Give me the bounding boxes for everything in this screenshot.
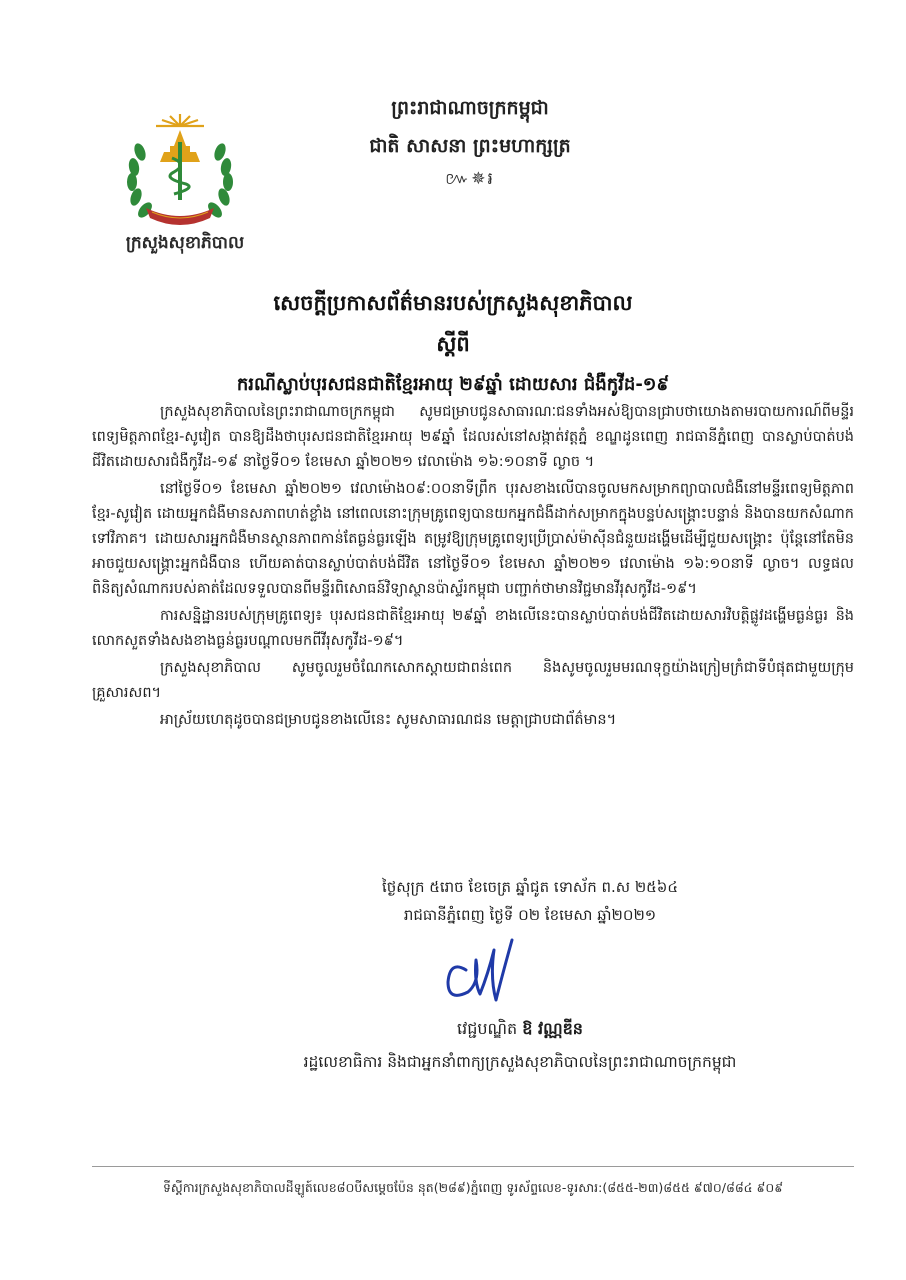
- signer-name-line: [300, 1018, 740, 1042]
- kingdom-line-2: ជាតិ សាសនា ព្រះមហាក្សត្រ: [369, 135, 571, 157]
- signer-role: រដ្ឋលេខាធិការ និងជាអ្នកនាំពាក្យក្រសួងសុខាភិបាលនៃព្រះរាជាណាចក្រកម្ពុជា: [303, 1053, 737, 1071]
- title-line-3: ករណីស្លាប់បុរសជនជាតិខ្មែរអាយុ ២៩ឆ្នាំ ដោយសារ ជំងឺកូវីដ-១៩: [236, 374, 670, 395]
- solar-date: រាជធានីភ្នំពេញ ថ្ងៃទី ០២ ខែមេសា ឆ្នាំ២០២១: [403, 906, 657, 924]
- announcement-body: [92, 400, 854, 735]
- announcement-title: [120, 290, 786, 399]
- lunar-date: ថ្ងៃសុក្រ ៥រោច ខែចេត្រ ឆ្នាំជូត ទោស័ក ព.ស ២៥៦៤: [381, 878, 679, 896]
- ornament-divider: ៚✵៛: [445, 169, 495, 189]
- body-paragraph: អាស្រ័យហេតុដូចបានជម្រាបជូនខាងលើនេះ សូមសាធារណជន មេត្តាជ្រាបជាព័ត៌មាន។: [160, 712, 617, 728]
- signer-title: វេជ្ជបណ្ឌិត: [457, 1019, 518, 1038]
- title-line-2: ស្ដីពី: [436, 332, 470, 356]
- body-paragraph: ក្រសួងសុខាភិបាល សូមចូលរួមចំណែកសោកស្ដាយជាពន់ពេក និងសូមចូលរួមមរណទុក្ខយ៉ាងក្រៀមក្រំជាទីបំផុតជាមួយក្រុមគ្រួសារសព។: [92, 660, 854, 701]
- ministry-emblem-icon: [112, 112, 248, 232]
- title-line-1: សេចក្ដីប្រកាសព័ត៌មានរបស់ក្រសួងសុខាភិបាល: [273, 291, 633, 315]
- body-paragraph: ការសន្និដ្ឋានរបស់ក្រុមគ្រូពេទ្យ៖ បុរសជនជាតិខ្មែរអាយុ ២៩ឆ្នាំ ខាងលើនេះបានស្លាប់បាត់បង់ជីវិតដោយសារវិបត្តិផ្លូវដង្ហើមធ្ងន់ធ្ងរ និងលោកសួតទាំងសងខាងធ្ងន់ធ្ងរបណ្ដាលមកពីវីរុសកូវីដ-១៩។: [92, 608, 854, 649]
- body-paragraph: នៅថ្ងៃទី០១ ខែមេសា ឆ្នាំ២០២១ វេលាម៉ោង០៩:០០នាទីព្រឹក បុរសខាងលើបានចូលមកសម្រាកព្យាបាលជំងឺនៅមន្ទីរពេទ្យមិត្តភាពខ្មែរ-សូវៀត ដោយអ្នកជំងឺមានសភាពហត់ខ្លាំង នៅពេលនោះក្រុមគ្រូពេទ្យបានយកអ្នកជំងឺដាក់សម្រាកក្នុងបន្ទប់សង្គ្រោះបន្ទាន់ និងបានយកសំណាកទៅវិភាគ។ ដោយសារអ្នកជំងឺមានស្ថានភាពកាន់តែធ្ងន់ធ្ងរឡើង តម្រូវឱ្យក្រុមគ្រូពេទ្យប្រើប្រាស់ម៉ាស៊ីនជំនួយដង្ហើមដើម្បីជួយសង្គ្រោះ ប៉ុន្តែនៅតែមិនអាចជួយសង្គ្រោះអ្នកជំងឺបាន ហើយគាត់បានស្លាប់បាត់បង់ជីវិត នៅថ្ងៃទី០១ ខែមេសា ឆ្នាំ២០២១ វេលាម៉ោង ១៦:១០នាទី ល្ងាច។ លទ្ធផលពិនិត្យសំណាករបស់គាត់ដែលទទួលបានពីមន្ទីរពិសោធន៍វិទ្យាស្ថានប៉ាស្ទ័រកម្ពុជា បញ្ជាក់ថាមានវិជ្ជមានវីរុសកូវីដ-១៩។: [92, 481, 854, 597]
- signer-block: [300, 1018, 740, 1075]
- footer-address: ទីស្តីការក្រសួងសុខាភិបាលដីឡូត៍លេខ៨០បីសម្ដេចប៉ែន នុត(២៨៩)ភ្នំពេញ ទូរស័ព្ទលេខ-ទូរសារ:(៨៥៥-២៣)៨៥៥ ៩៧០/៨៨៤ ៩០៩: [162, 1180, 784, 1195]
- signature-icon: [436, 930, 524, 1010]
- footer-divider: [92, 1166, 854, 1167]
- signer-name: ឱ វណ្ណឌីន: [522, 1019, 583, 1038]
- kingdom-header: [300, 96, 640, 193]
- ministry-name: ក្រសួងសុខាភិបាល: [125, 233, 245, 253]
- kingdom-line-1: ព្រះរាជាណាចក្រកម្ពុជា: [391, 97, 549, 119]
- body-paragraph: ក្រសួងសុខាភិបាលនៃព្រះរាជាណាចក្រកម្ពុជា សូមជម្រាបជូនសាធារណៈជនទាំងអស់ឱ្យបានជ្រាបថាយោងតាមរបាយការណ៍ពីមន្ទីរពេទ្យមិត្តភាពខ្មែរ-សូវៀត បានឱ្យដឹងថាបុរសជនជាតិខ្មែរអាយុ ២៩ឆ្នាំ ដែលរស់នៅសង្កាត់វត្តភ្នំ ខណ្ឌដូនពេញ រាជធានីភ្នំពេញ បានស្លាប់បាត់បង់ជីវិតដោយសារជំងឺកូវីដ-១៩ នាថ្ងៃទី០១ ខែមេសា ឆ្នាំ២០២១ វេលាម៉ោង ១៦:១០នាទី ល្ងាច ។: [92, 404, 854, 470]
- date-block: [300, 873, 760, 929]
